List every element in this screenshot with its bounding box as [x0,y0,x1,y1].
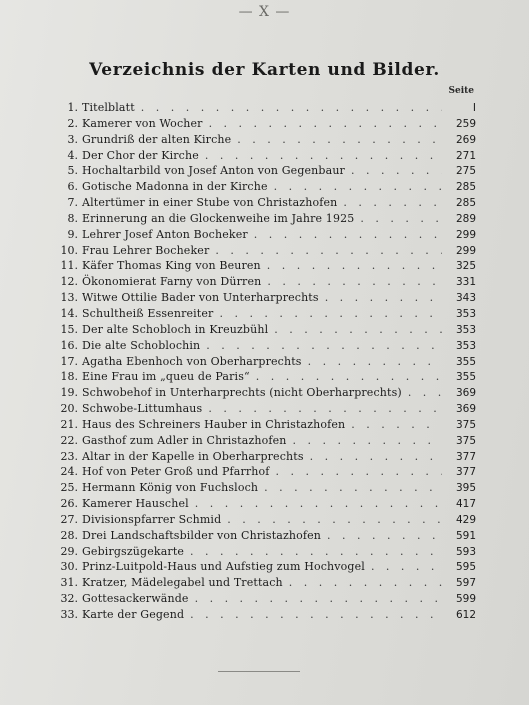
entry-number: 5. [67,164,78,178]
entry-title: Hof von Peter Groß und Pfarrhof [82,465,270,479]
dot-leader [184,544,442,560]
entry-title: Käfer Thomas King von Beuren [82,259,261,273]
entry-number: 8. [67,211,78,225]
entry-number: 18. [60,370,78,384]
entry-page-number: 271 [455,149,476,162]
entry-page-number: 369 [455,403,476,416]
entry-page-number: 417 [455,498,476,511]
toc-entry [52,274,476,290]
entry-page-number: 599 [455,593,476,606]
toc-entry [52,480,476,496]
entry-number: 21. [60,417,78,431]
dot-leader [345,417,442,433]
entry-number: 10. [60,243,78,257]
dot-leader [135,100,442,116]
entry-page-number: 612 [455,609,476,621]
toc-entry [52,195,476,211]
entry-number: 15. [60,322,78,336]
entry-number: 6. [67,180,78,194]
entry-page-number: 591 [455,529,476,542]
entry-title: Kamerer Hauschel [82,497,189,511]
toc-entry [52,116,476,132]
bottom-divider [218,671,300,672]
dot-leader [321,528,442,544]
entry-number: 11. [60,259,78,273]
toc-entry [52,290,476,306]
entry-number: 1. [67,101,78,114]
table-of-contents [52,100,476,623]
entry-number: 12. [60,275,78,289]
entry-page-number: 355 [455,355,476,368]
dot-leader [202,401,442,417]
entry-page-number: 355 [455,371,476,384]
toc-entry [52,559,476,575]
entry-title: Kamerer von Wocher [82,116,203,130]
entry-page-number: 289 [455,212,476,225]
entry-number: 27. [60,512,78,526]
toc-entry [52,607,476,623]
entry-title: Gotische Madonna in der Kirche [82,180,268,194]
dot-leader [319,290,442,306]
entry-title: Witwe Ottilie Bader von Unterharprechts [82,291,319,305]
toc-entry [52,354,476,370]
toc-entry [52,132,476,148]
entry-page-number: 369 [455,387,476,400]
toc-entry [52,496,476,512]
entry-title: Der alte Schobloch in Kreuzbühl [82,322,269,336]
toc-entry [52,385,476,401]
entry-title: Eine Frau im „queu de Paris“ [82,370,250,384]
page-column-header: Seite [448,86,474,96]
entry-title: Die alte Schoblochin [82,338,201,352]
toc-entry [52,322,476,338]
entry-number: 19. [60,386,78,400]
entry-title: Altar in der Kapelle in Oberharprechts [82,449,304,463]
entry-page-number: 331 [455,276,476,289]
dot-leader [221,512,442,528]
entry-title: Drei Landschaftsbilder von Christazhofen [82,528,322,542]
toc-entry [52,369,476,385]
entry-page-number: 395 [455,482,476,495]
entry-title: Schultheiß Essenreiter [82,306,214,320]
entry-title: Schwobehof in Unterharprechts (nicht Oberharprechts) [82,386,402,400]
entry-page-number: 325 [455,260,476,273]
entry-number: 23. [60,449,78,463]
toc-entry [52,544,476,560]
entry-page-number: 275 [455,165,476,178]
entry-page-number: 353 [455,307,476,320]
entry-page-number: 343 [455,292,476,305]
entry-number: 28. [60,528,78,542]
dot-leader [261,258,442,274]
dot-leader [287,433,442,449]
toc-entry [52,163,476,179]
entry-page-number: I [472,102,476,114]
toc-entry [52,417,476,433]
dot-leader [209,243,442,259]
dot-leader [200,338,442,354]
toc-entry [52,211,476,227]
toc-entry [52,401,476,417]
dot-leader [354,211,442,227]
dot-leader [270,464,443,480]
entry-page-number: 377 [455,450,476,463]
toc-entry [52,179,476,195]
entry-page-number: 429 [455,513,476,526]
entry-number: 30. [60,560,78,574]
entry-page-number: 353 [455,323,476,336]
toc-entry [52,258,476,274]
dot-leader [248,227,442,243]
dot-leader [213,306,442,322]
entry-title: Ökonomierat Farny von Dürren [82,275,262,289]
toc-entry [52,243,476,259]
entry-page-number: 299 [455,228,476,241]
toc-entry [52,512,476,528]
entry-page-number: 299 [455,244,476,257]
entry-number: 17. [60,354,78,368]
dot-leader [250,369,442,385]
entry-page-number: 595 [455,561,476,574]
dot-leader [203,116,442,132]
dot-leader [345,163,442,179]
entry-number: 7. [67,196,78,210]
entry-number: 4. [67,148,78,162]
dot-leader [337,195,442,211]
entry-title: Schwobe-Littumhaus [82,402,203,416]
entry-page-number: 285 [455,197,476,210]
toc-entry [52,100,476,116]
entry-title: Hochaltarbild von Josef Anton von Gegenbaur [82,164,345,178]
dot-leader [231,132,442,148]
dot-leader [189,496,442,512]
toc-entry [52,464,476,480]
entry-number: 33. [60,608,78,621]
entry-page-number: 593 [455,545,476,558]
dot-leader [184,607,442,623]
entry-title: Gebirgszügekarte [82,544,185,558]
entry-page-number: 353 [455,339,476,352]
entry-title: Divisionspfarrer Schmid [82,512,222,526]
entry-number: 24. [60,465,78,479]
entry-title: Lehrer Josef Anton Bocheker [82,227,248,241]
entry-title: Erinnerung an die Glockenweihe im Jahre 1925 [82,211,355,225]
dot-leader [402,385,442,401]
dot-leader [189,591,442,607]
dot-leader [268,322,442,338]
toc-entry [52,148,476,164]
toc-entry [52,591,476,607]
entry-page-number: 375 [455,418,476,431]
entry-title: Hermann König von Fuchsloch [82,481,259,495]
entry-page-number: 259 [455,117,476,130]
entry-page-number: 597 [455,577,476,590]
entry-title: Gottesackerwände [82,592,189,606]
toc-entry [52,433,476,449]
dot-leader [304,449,442,465]
entry-page-number: 377 [455,466,476,479]
toc-entry [52,227,476,243]
entry-title: Grundriß der alten Kirche [82,132,232,146]
entry-title: Kratzer, Mädelegabel und Trettach [82,576,283,590]
dot-leader [302,354,442,370]
entry-number: 9. [67,227,78,241]
toc-entry [52,449,476,465]
entry-number: 16. [60,338,78,352]
entry-title: Gasthof zum Adler in Christazhofen [82,433,287,447]
entry-title: Altertümer in einer Stube von Christazhofen [82,196,338,210]
dot-leader [261,274,442,290]
dot-leader [199,148,442,164]
entry-title: Karte der Gegend [82,608,185,621]
page-title: Verzeichnis der Karten und Bilder. [89,60,440,80]
dot-leader [283,575,442,591]
entry-number: 25. [60,481,78,495]
entry-number: 13. [60,291,78,305]
toc-entry [52,575,476,591]
entry-page-number: 269 [455,133,476,146]
entry-number: 29. [60,544,78,558]
entry-number: 26. [60,497,78,511]
entry-title: Haus des Schreiners Hauber in Christazhofen [82,417,346,431]
toc-entry [52,306,476,322]
entry-number: 31. [60,576,78,590]
entry-number: 14. [60,306,78,320]
toc-entry [52,528,476,544]
toc-entry [52,338,476,354]
roman-page-number: — X — [238,4,291,20]
entry-number: 22. [60,433,78,447]
entry-page-number: 285 [455,181,476,194]
dot-leader [258,480,442,496]
entry-number: 20. [60,402,78,416]
entry-number: 3. [67,132,78,146]
dot-leader [365,559,442,575]
dot-leader [268,179,442,195]
entry-page-number: 375 [455,434,476,447]
entry-title: Titelblatt [82,101,135,114]
entry-title: Der Chor der Kirche [82,148,199,162]
entry-number: 2. [67,116,78,130]
entry-title: Agatha Ebenhoch von Oberharprechts [82,354,302,368]
entry-title: Prinz-Luitpold-Haus und Aufstieg zum Hochvogel [82,560,365,574]
entry-number: 32. [60,592,78,606]
entry-title: Frau Lehrer Bocheker [82,243,210,257]
